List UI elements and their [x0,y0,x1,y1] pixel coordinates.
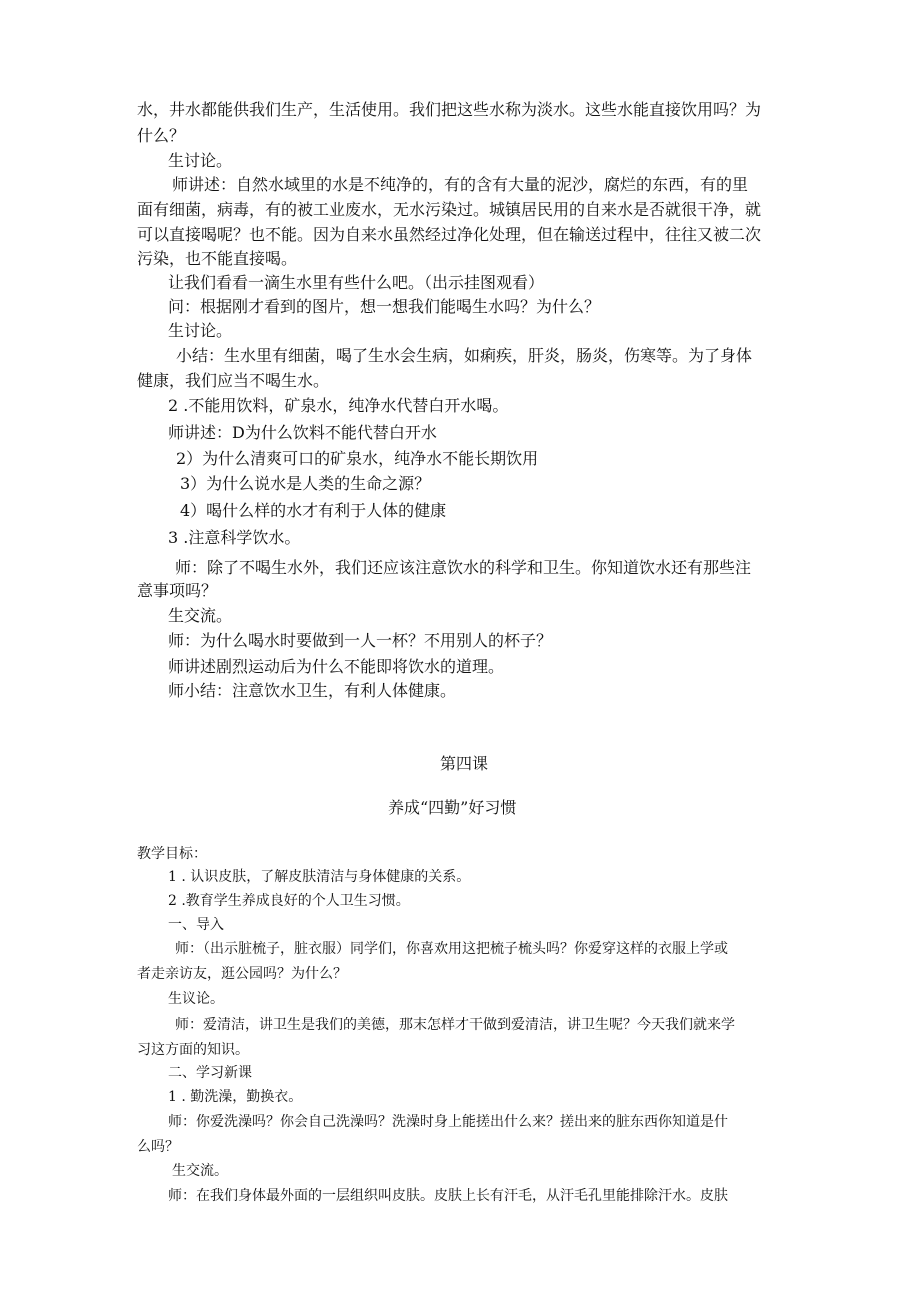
text-line: 师：爱清洁，讲卫生是我们的美德，那末怎样才干做到爱清洁，讲卫生呢？今天我们就来学 [175,1017,735,1033]
text-line: 一、导入 [168,917,224,933]
text-line: 师：在我们身体最外面的一层组织叫皮肤。皮肤上长有汗毛，从汗毛孔里能排除汗水。皮肤 [168,1188,728,1204]
text-line: 1 . 认识皮肤，了解皮肤清洁与身体健康的关系。 [168,869,471,885]
text-line: 让我们看看一滴生水里有些什么吧。（出示挂图观看） [168,273,545,292]
text-line: 什么？ [137,126,186,145]
text-line: 师：除了不喝生水外，我们还应该注意饮水的科学和卫生。你知道饮水还有那些注 [175,558,752,577]
text-line: 生议论。 [168,991,224,1007]
text-line: 意事项吗？ [137,581,218,600]
text-line: 生讨论。 [168,151,233,170]
text-line: 可以直接喝呢？也不能。因为自来水虽然经过净化处理，但在输送过程中，往往又被二次 [137,225,762,244]
text-line: 3）为什么说水是人类的生命之源？ [180,474,431,493]
text-line: 污染，也不能直接喝。 [137,249,298,268]
text-line: 生交流。 [172,1163,228,1179]
text-line: 2 .不能用饮料，矿泉水，纯净水代替白开水喝。 [168,396,509,415]
text-line: 问：根据刚才看到的图片，想一想我们能喝生水吗？为什么？ [168,297,601,316]
lesson-title: 第四课 [440,754,489,773]
text-line: 水，井水都能供我们生产，生活使用。我们把这些水称为淡水。这些水能直接饮用吗？为 [137,100,762,119]
text-line: 师：（出示脏梳子，脏衣服）同学们，你喜欢用这把梳子梳头吗？你爱穿这样的衣服上学或 [175,941,728,957]
text-line: 面有细菌，病毒，有的被工业废水，无水污染过。城镇居民用的自来水是否就很干净，就 [137,200,762,219]
text-line: 师：你爱洗澡吗？你会自己洗澡吗？洗澡时身上能搓出什么来？搓出来的脏东西你知道是什 [168,1114,728,1130]
text-line: 师：为什么喝水时要做到一人一杯？不用别人的杯子？ [168,631,553,650]
text-line: 教学目标： [137,846,207,862]
lesson-subtitle: 养成“四勤”好习惯 [388,798,517,817]
text-line: 二、学习新课 [168,1065,252,1081]
text-line: 2 .教育学生养成良好的个人卫生习惯。 [168,893,410,909]
text-line: 4）喝什么样的水才有利于人体的健康 [180,501,447,520]
text-line: 2）为什么清爽可口的矿泉水，纯净水不能长期饮用 [176,449,539,468]
text-line: 师小结：注意饮水卫生，有利人体健康。 [168,681,457,700]
text-line: 1 . 勤洗澡，勤换衣。 [168,1089,303,1105]
text-line: 生交流。 [168,606,233,625]
text-line: 生讨论。 [168,321,233,340]
text-line: 健康，我们应当不喝生水。 [137,371,330,390]
text-line: 师讲述剧烈运动后为什么不能即将饮水的道理。 [168,657,505,676]
text-line: 习这方面的知识。 [137,1042,249,1058]
text-line: 师讲述：D为什么饮料不能代替白开水 [168,423,437,442]
text-line: 者走亲访友，逛公园吗？为什么？ [137,966,347,982]
text-line: 3 .注意科学饮水。 [168,528,301,547]
text-line: 么吗？ [137,1139,179,1155]
text-line: 师讲述：自然水域里的水是不纯净的，有的含有大量的泥沙，腐烂的东西，有的里 [172,175,749,194]
text-line: 小结：生水里有细菌，喝了生水会生病，如痢疾，肝炎，肠炎，伤寒等。为了身体 [176,346,753,365]
